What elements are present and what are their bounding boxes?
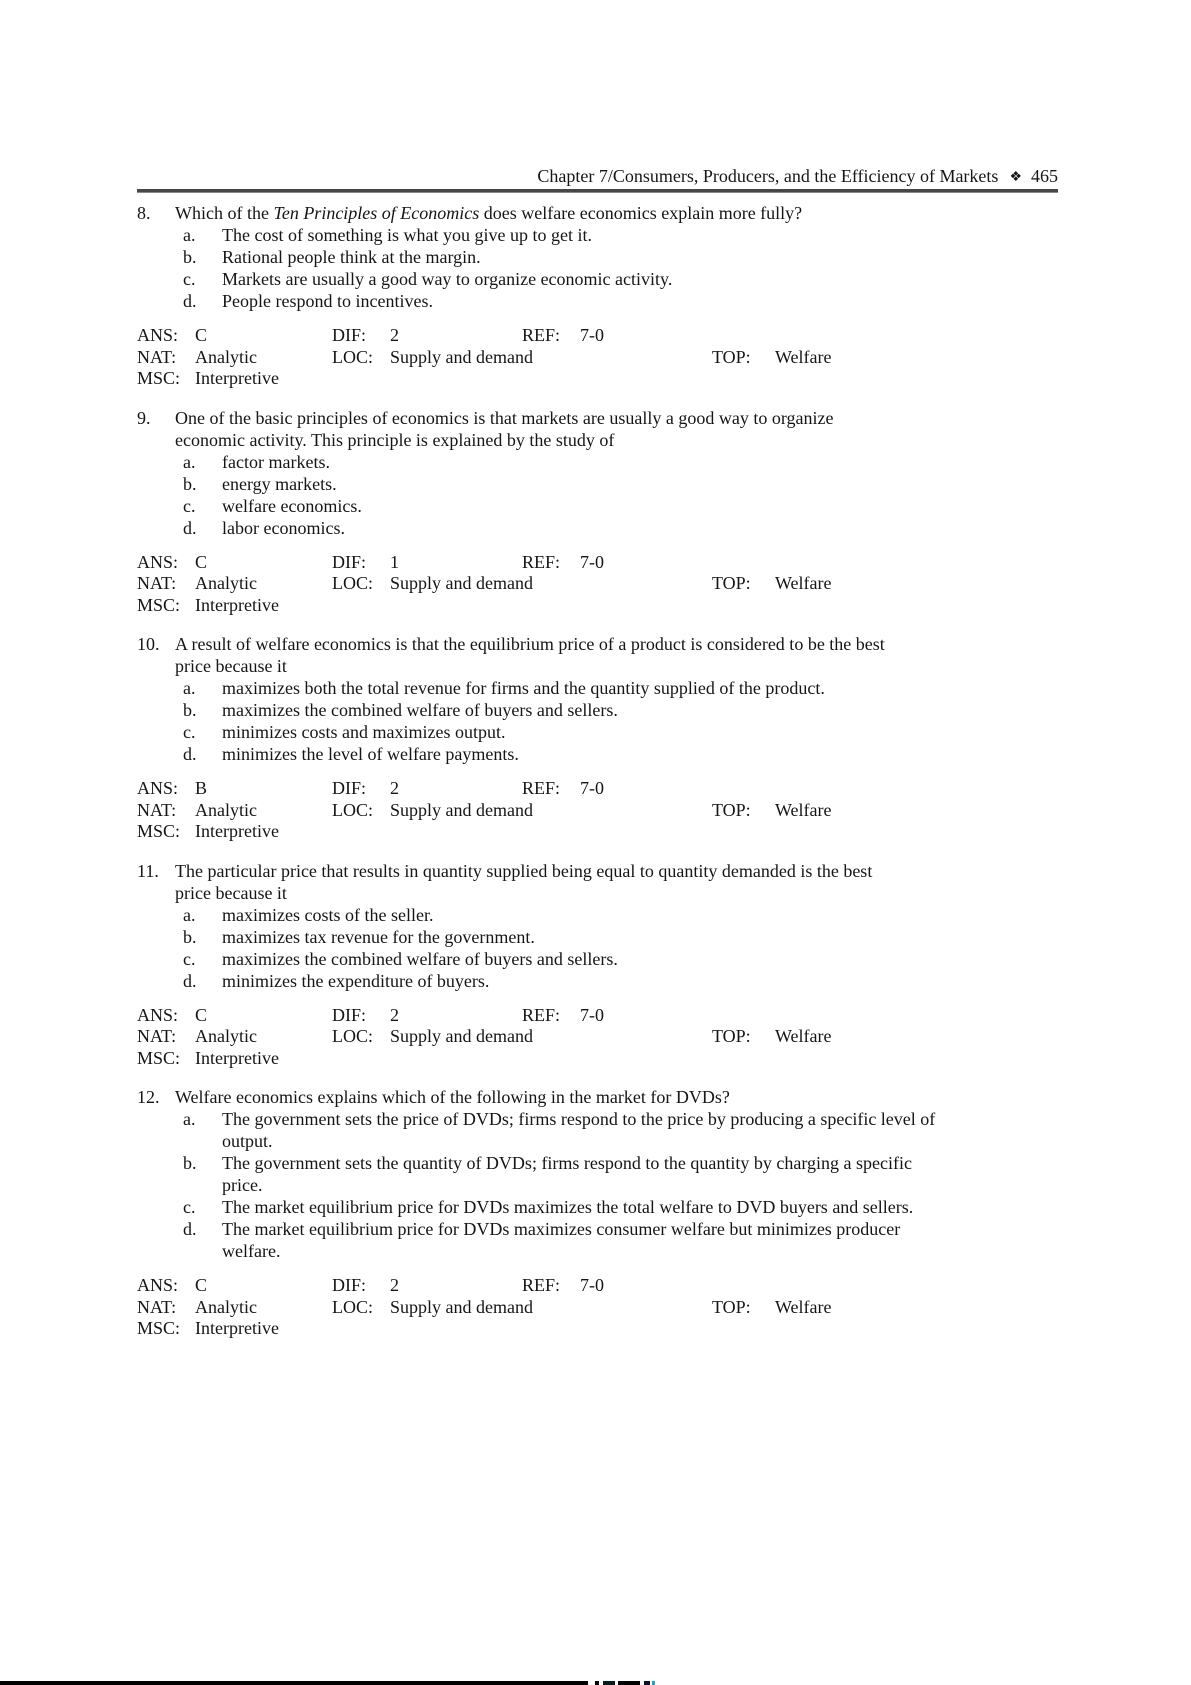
metadata-value: Analytic — [195, 1026, 257, 1046]
metadata-label: REF: — [522, 551, 561, 572]
metadata-label: TOP: — [712, 573, 751, 593]
metadata-value: 7-0 — [580, 1004, 604, 1025]
metadata-value: Interpretive — [195, 821, 279, 841]
metadata-label: TOP: — [712, 799, 751, 820]
question-text-segment: price because it — [175, 656, 287, 676]
metadata-value: Welfare — [775, 1026, 832, 1046]
option-letter: c. — [183, 1197, 196, 1217]
question-prompt-continuation — [137, 655, 1147, 677]
metadata-value: Supply and demand — [390, 573, 533, 593]
option-text: Rational people think at the margin. — [222, 247, 481, 267]
option-text: The market equilibrium price for DVDs maximizes consumer welfare but minimizes producer — [222, 1219, 901, 1239]
metadata-row — [137, 347, 1147, 369]
metadata-value: C — [195, 551, 208, 572]
option-line — [137, 677, 1147, 699]
metadata-value: Analytic — [195, 1296, 257, 1317]
metadata-value: Analytic — [195, 573, 257, 593]
option-line — [137, 473, 1147, 495]
metadata-label: ANS: — [137, 325, 179, 345]
question-text-segment: The particular price that results in quantity supplied being equal to quantity demanded is the best — [175, 860, 873, 881]
header-page-number: 465 — [1031, 166, 1058, 186]
scan-artifact-dash — [595, 1681, 599, 1685]
metadata-label: MSC: — [137, 1047, 181, 1068]
metadata-label: LOC: — [332, 346, 374, 367]
metadata-value: Interpretive — [195, 1047, 279, 1068]
metadata-value: 1 — [390, 551, 399, 572]
question-block — [137, 633, 1147, 843]
option-text: energy markets. — [222, 473, 337, 494]
option-line — [137, 743, 1147, 765]
question-number: 8. — [137, 203, 151, 223]
metadata-row — [137, 368, 1147, 390]
question-prompt-line — [137, 633, 1147, 655]
metadata-value: 7-0 — [580, 551, 604, 572]
question-block — [137, 1086, 1147, 1340]
metadata-label: NAT: — [137, 1026, 177, 1046]
metadata-value: Supply and demand — [390, 346, 533, 367]
metadata-row — [137, 1297, 1147, 1319]
metadata-label: TOP: — [712, 1296, 751, 1317]
metadata-label: TOP: — [712, 346, 751, 367]
option-line — [137, 1218, 1147, 1240]
option-line — [137, 290, 1147, 312]
metadata-label: DIF: — [332, 1275, 367, 1295]
metadata-value: C — [195, 1275, 208, 1295]
scan-artifact-dash — [652, 1681, 655, 1685]
questions-list — [137, 197, 1147, 1340]
metadata-row — [137, 595, 1147, 617]
option-text: maximizes both the total revenue for firms and the quantity supplied of the product. — [222, 678, 825, 698]
metadata-row — [137, 573, 1147, 595]
metadata-label: MSC: — [137, 1318, 181, 1338]
question-text-italic: Ten Principles of Economics — [273, 203, 480, 223]
metadata-value: Welfare — [775, 573, 832, 593]
question-number: 11. — [137, 860, 159, 881]
option-line — [137, 1108, 1147, 1130]
metadata-label: ANS: — [137, 1275, 179, 1295]
option-text: The government sets the quantity of DVDs; firms respond to the quantity by charging a specific — [222, 1153, 913, 1173]
option-text: minimizes the level of welfare payments. — [222, 744, 519, 764]
option-line — [137, 1152, 1147, 1174]
question-number: 9. — [137, 407, 151, 428]
metadata-label: NAT: — [137, 573, 177, 593]
option-letter: b. — [183, 473, 197, 494]
metadata-label: LOC: — [332, 573, 374, 593]
option-continuation-line — [137, 1130, 1147, 1152]
metadata-label: NAT: — [137, 346, 177, 367]
metadata-label: REF: — [522, 778, 561, 798]
option-text: minimizes the expenditure of buyers. — [222, 970, 490, 991]
metadata-label: DIF: — [332, 551, 367, 572]
option-text: welfare economics. — [222, 495, 362, 516]
option-line — [137, 721, 1147, 743]
option-text: minimizes costs and maximizes output. — [222, 722, 506, 742]
option-line — [137, 1196, 1147, 1218]
question-prompt-continuation — [137, 882, 1147, 904]
option-text: welfare. — [222, 1241, 281, 1261]
metadata-value: Analytic — [195, 799, 257, 820]
metadata-value: Welfare — [775, 1296, 832, 1317]
question-prompt-line — [137, 860, 1147, 882]
metadata-value: Supply and demand — [390, 1026, 533, 1046]
option-line — [137, 451, 1147, 473]
question-text-segment: One of the basic principles of economics is that markets are usually a good way to organize — [175, 407, 834, 428]
option-letter: d. — [183, 970, 197, 991]
diamond-separator-icon: ❖ — [1009, 170, 1022, 185]
option-text: maximizes costs of the seller. — [222, 904, 434, 925]
metadata-value: Analytic — [195, 346, 257, 367]
answer-metadata — [137, 552, 1147, 617]
metadata-value: C — [195, 1004, 208, 1025]
answer-metadata — [137, 1005, 1147, 1070]
metadata-label: LOC: — [332, 1296, 374, 1317]
metadata-value: B — [195, 778, 208, 798]
metadata-value: Interpretive — [195, 594, 279, 615]
question-block — [137, 407, 1147, 617]
option-text: The cost of something is what you give up to get it. — [222, 225, 592, 245]
option-letter: c. — [183, 269, 196, 289]
answer-metadata — [137, 778, 1147, 843]
metadata-label: DIF: — [332, 325, 367, 345]
option-continuation-line — [137, 1174, 1147, 1196]
option-letter: c. — [183, 722, 196, 742]
metadata-value: 7-0 — [580, 1275, 604, 1295]
metadata-row — [137, 800, 1147, 822]
question-block — [137, 202, 1147, 390]
question-prompt-line — [137, 1086, 1147, 1108]
question-prompt-line — [137, 202, 1147, 224]
metadata-label: REF: — [522, 325, 561, 345]
metadata-label: ANS: — [137, 778, 179, 798]
option-line — [137, 517, 1147, 539]
question-text-segment: price because it — [175, 882, 287, 903]
question-block — [137, 860, 1147, 1070]
option-line — [137, 926, 1147, 948]
option-line — [137, 224, 1147, 246]
option-letter: a. — [183, 451, 196, 472]
metadata-label: MSC: — [137, 821, 181, 841]
metadata-value: Welfare — [775, 346, 832, 367]
metadata-label: MSC: — [137, 368, 181, 388]
option-text: maximizes the combined welfare of buyers and sellers. — [222, 700, 618, 720]
metadata-label: LOC: — [332, 1026, 374, 1046]
metadata-label: DIF: — [332, 778, 367, 798]
metadata-value: Supply and demand — [390, 799, 533, 820]
option-line — [137, 268, 1147, 290]
option-text: The government sets the price of DVDs; firms respond to the price by producing a specific level of — [222, 1109, 936, 1129]
option-letter: c. — [183, 495, 196, 516]
option-continuation-line — [137, 1240, 1147, 1262]
metadata-row — [137, 1026, 1147, 1048]
header-chapter-title: Chapter 7/Consumers, Producers, and the Efficiency of Markets — [537, 166, 999, 186]
question-text-segment: A result of welfare economics is that the equilibrium price of a product is considered to be the best — [175, 634, 885, 654]
option-letter: b. — [183, 247, 197, 267]
metadata-value: Supply and demand — [390, 1296, 533, 1317]
option-line — [137, 970, 1147, 992]
scan-artifact-dash — [603, 1681, 615, 1685]
metadata-label: MSC: — [137, 594, 181, 615]
option-line — [137, 948, 1147, 970]
scan-artifact-dash — [618, 1681, 640, 1685]
option-letter: a. — [183, 1109, 196, 1129]
metadata-value: 2 — [390, 325, 399, 345]
option-line — [137, 246, 1147, 268]
question-number: 12. — [137, 1087, 160, 1107]
option-text: price. — [222, 1175, 263, 1195]
option-letter: b. — [183, 926, 197, 947]
option-text: The market equilibrium price for DVDs maximizes the total welfare to DVD buyers and sellers. — [222, 1197, 914, 1217]
metadata-row — [137, 1048, 1147, 1070]
metadata-row — [137, 778, 1147, 800]
metadata-label: REF: — [522, 1275, 561, 1295]
option-line — [137, 904, 1147, 926]
metadata-row — [137, 325, 1147, 347]
option-letter: a. — [183, 904, 196, 925]
question-prompt-line — [137, 407, 1147, 429]
metadata-label: ANS: — [137, 1004, 179, 1025]
page-header — [137, 166, 1058, 188]
metadata-value: 2 — [390, 1004, 399, 1025]
option-letter: b. — [183, 700, 197, 720]
metadata-label: LOC: — [332, 799, 374, 820]
metadata-label: NAT: — [137, 1296, 177, 1317]
metadata-label: REF: — [522, 1004, 561, 1025]
metadata-value: 7-0 — [580, 325, 604, 345]
option-line — [137, 699, 1147, 721]
option-letter: c. — [183, 948, 196, 969]
scan-artifact-dash — [644, 1681, 650, 1685]
answer-metadata — [137, 325, 1147, 390]
metadata-label: ANS: — [137, 551, 179, 572]
question-number: 10. — [137, 634, 160, 654]
option-text: maximizes the combined welfare of buyers and sellers. — [222, 948, 618, 969]
option-letter: b. — [183, 1153, 197, 1173]
question-text-segment: Which of the — [175, 203, 274, 223]
metadata-row — [137, 1275, 1147, 1297]
metadata-row — [137, 552, 1147, 574]
metadata-value: 2 — [390, 1275, 399, 1295]
option-text: Markets are usually a good way to organize economic activity. — [222, 269, 673, 289]
question-text-segment: Welfare economics explains which of the following in the market for DVDs? — [175, 1087, 730, 1107]
option-text: output. — [222, 1131, 273, 1151]
option-text: labor economics. — [222, 517, 345, 538]
metadata-value: C — [195, 325, 208, 345]
answer-metadata — [137, 1275, 1147, 1340]
option-letter: d. — [183, 517, 197, 538]
metadata-row — [137, 1318, 1147, 1340]
metadata-value: 7-0 — [580, 778, 604, 798]
question-text-segment: does welfare economics explain more fully? — [479, 203, 803, 223]
option-text: factor markets. — [222, 451, 330, 472]
metadata-label: DIF: — [332, 1004, 367, 1025]
question-text-segment: economic activity. This principle is explained by the study of — [175, 429, 615, 450]
metadata-row — [137, 1005, 1147, 1027]
option-letter: a. — [183, 678, 196, 698]
option-line — [137, 495, 1147, 517]
metadata-label: NAT: — [137, 799, 177, 820]
option-letter: a. — [183, 225, 196, 245]
option-letter: d. — [183, 744, 197, 764]
scan-artifact-bar — [0, 1681, 588, 1685]
metadata-value: 2 — [390, 778, 399, 798]
metadata-value: Interpretive — [195, 1318, 279, 1338]
option-letter: d. — [183, 1219, 197, 1239]
option-text: maximizes tax revenue for the government. — [222, 926, 535, 947]
metadata-row — [137, 821, 1147, 843]
metadata-value: Interpretive — [195, 368, 279, 388]
metadata-label: TOP: — [712, 1026, 751, 1046]
header-rule — [137, 189, 1058, 193]
metadata-value: Welfare — [775, 799, 832, 820]
question-prompt-continuation — [137, 429, 1147, 451]
option-letter: d. — [183, 291, 197, 311]
option-text: People respond to incentives. — [222, 291, 433, 311]
